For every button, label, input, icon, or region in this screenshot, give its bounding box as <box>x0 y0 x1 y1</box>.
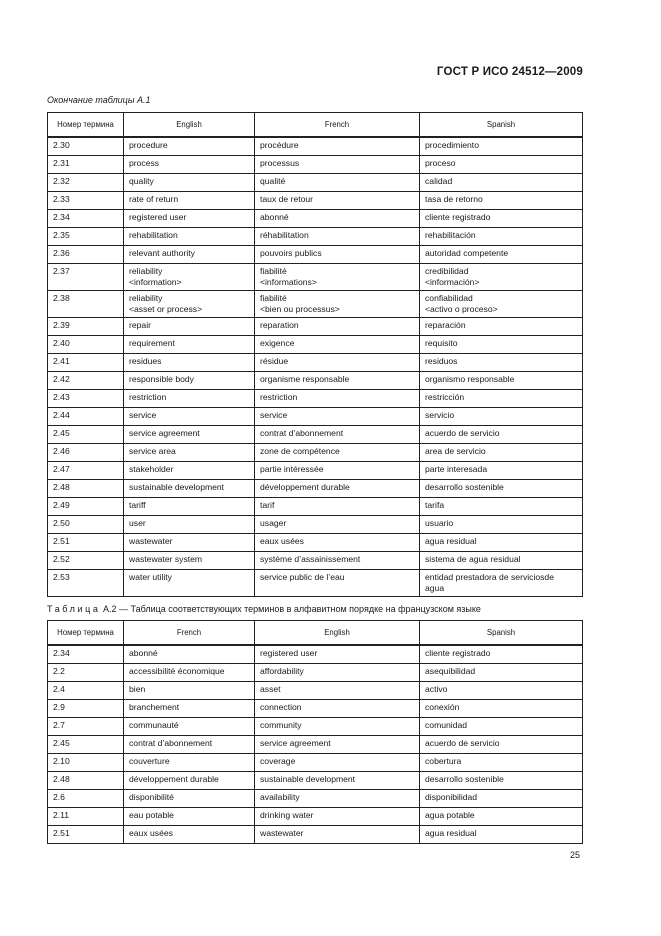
term-cell: user <box>124 516 255 534</box>
term-cell: stakeholder <box>124 462 255 480</box>
table-row <box>48 318 583 336</box>
term-cell: entidad prestadora de serviciosde agua <box>420 570 583 597</box>
term-number-cell: 2.49 <box>48 498 124 516</box>
term-cell: quality <box>124 174 255 192</box>
term-number-cell: 2.42 <box>48 372 124 390</box>
column-header-term-number: Номер термина <box>48 113 124 138</box>
table-header-row <box>48 113 583 138</box>
table-row <box>48 808 583 826</box>
term-number-cell: 2.37 <box>48 264 124 291</box>
table-row <box>48 700 583 718</box>
term-cell: reparation <box>255 318 420 336</box>
term-number-cell: 2.45 <box>48 736 124 754</box>
term-cell: processus <box>255 156 420 174</box>
term-number-cell: 2.46 <box>48 444 124 462</box>
table-row <box>48 534 583 552</box>
term-cell: autoridad competente <box>420 246 583 264</box>
term-cell: wastewater system <box>124 552 255 570</box>
term-cell: reliability <asset or process> <box>124 291 255 318</box>
table-row <box>48 826 583 844</box>
term-number-cell: 2.33 <box>48 192 124 210</box>
term-cell: parte interesada <box>420 462 583 480</box>
term-cell: rehabilitación <box>420 228 583 246</box>
term-number-cell: 2.34 <box>48 210 124 228</box>
term-number-cell: 2.48 <box>48 772 124 790</box>
term-cell: fiabilité <bien ou processus> <box>255 291 420 318</box>
table-row <box>48 372 583 390</box>
column-header-french: French <box>124 621 255 646</box>
term-number-cell: 2.39 <box>48 318 124 336</box>
term-cell: exigence <box>255 336 420 354</box>
term-cell: partie intéressée <box>255 462 420 480</box>
column-header-english: English <box>124 113 255 138</box>
table-row <box>48 682 583 700</box>
term-cell: contrat d’abonnement <box>255 426 420 444</box>
term-cell: taux de retour <box>255 192 420 210</box>
term-number-cell: 2.40 <box>48 336 124 354</box>
table-row <box>48 137 583 156</box>
table-row <box>48 174 583 192</box>
term-number-cell: 2.48 <box>48 480 124 498</box>
table-row <box>48 790 583 808</box>
term-cell: disponibilidad <box>420 790 583 808</box>
table-row <box>48 718 583 736</box>
term-cell: water utility <box>124 570 255 597</box>
term-number-cell: 2.38 <box>48 291 124 318</box>
table-row <box>48 570 583 597</box>
term-number-cell: 2.44 <box>48 408 124 426</box>
term-cell: agua potable <box>420 808 583 826</box>
table-row <box>48 291 583 318</box>
term-cell: service public de l’eau <box>255 570 420 597</box>
term-number-cell: 2.2 <box>48 664 124 682</box>
table-a2 <box>47 620 583 844</box>
table-a1-body <box>48 137 583 597</box>
term-cell: agua residual <box>420 826 583 844</box>
term-cell: réhabilitation <box>255 228 420 246</box>
term-cell: tarif <box>255 498 420 516</box>
term-cell: community <box>255 718 420 736</box>
term-cell: restriction <box>255 390 420 408</box>
table-row <box>48 552 583 570</box>
term-cell: branchement <box>124 700 255 718</box>
column-header-french: French <box>255 113 420 138</box>
term-cell: wastewater <box>255 826 420 844</box>
term-number-cell: 2.34 <box>48 645 124 664</box>
term-cell: tasa de retorno <box>420 192 583 210</box>
term-number-cell: 2.36 <box>48 246 124 264</box>
table-a2-caption-label: Таблица <box>47 604 101 614</box>
term-cell: eaux usées <box>124 826 255 844</box>
term-cell: résidue <box>255 354 420 372</box>
term-cell: cobertura <box>420 754 583 772</box>
term-cell: pouvoirs publics <box>255 246 420 264</box>
term-cell: desarrollo sostenible <box>420 772 583 790</box>
term-number-cell: 2.43 <box>48 390 124 408</box>
term-cell: procedure <box>124 137 255 156</box>
term-cell: affordability <box>255 664 420 682</box>
table-row <box>48 246 583 264</box>
term-cell: eau potable <box>124 808 255 826</box>
table-row <box>48 336 583 354</box>
term-cell: service <box>124 408 255 426</box>
term-cell: relevant authority <box>124 246 255 264</box>
table-row <box>48 228 583 246</box>
term-cell: registered user <box>255 645 420 664</box>
term-cell: cliente registrado <box>420 645 583 664</box>
table-row <box>48 444 583 462</box>
term-cell: calidad <box>420 174 583 192</box>
term-number-cell: 2.6 <box>48 790 124 808</box>
term-number-cell: 2.32 <box>48 174 124 192</box>
term-cell: service area <box>124 444 255 462</box>
column-header-term-number: Номер термина <box>48 621 124 646</box>
term-cell: confiabilidad <activo o proceso> <box>420 291 583 318</box>
term-number-cell: 2.11 <box>48 808 124 826</box>
term-cell: sustainable development <box>255 772 420 790</box>
term-number-cell: 2.52 <box>48 552 124 570</box>
term-cell: usager <box>255 516 420 534</box>
term-cell: contrat d’abonnement <box>124 736 255 754</box>
term-number-cell: 2.10 <box>48 754 124 772</box>
term-cell: asset <box>255 682 420 700</box>
term-cell: credibilidad <información> <box>420 264 583 291</box>
table-row <box>48 354 583 372</box>
table-row <box>48 645 583 664</box>
table-row <box>48 156 583 174</box>
term-number-cell: 2.7 <box>48 718 124 736</box>
table-row <box>48 772 583 790</box>
term-cell: accessibilité économique <box>124 664 255 682</box>
table-row <box>48 754 583 772</box>
term-number-cell: 2.45 <box>48 426 124 444</box>
table-row <box>48 736 583 754</box>
term-number-cell: 2.50 <box>48 516 124 534</box>
term-cell: développement durable <box>255 480 420 498</box>
term-cell: requirement <box>124 336 255 354</box>
term-cell: registered user <box>124 210 255 228</box>
standard-header: ГОСТ Р ИСО 24512—2009 <box>436 66 583 78</box>
table-a2-caption-text: А.2 — Таблица соответствующих терминов в алфавитном порядке на французском языке <box>100 604 481 614</box>
term-cell: organismo responsable <box>420 372 583 390</box>
term-cell: area de servicio <box>420 444 583 462</box>
term-cell: couverture <box>124 754 255 772</box>
table-a2-caption <box>47 604 481 614</box>
table-row <box>48 498 583 516</box>
term-cell: reparación <box>420 318 583 336</box>
term-cell: eaux usées <box>255 534 420 552</box>
term-cell: tarifa <box>420 498 583 516</box>
term-cell: restriction <box>124 390 255 408</box>
term-cell: responsible body <box>124 372 255 390</box>
page-number: 25 <box>569 850 580 860</box>
term-cell: connection <box>255 700 420 718</box>
term-number-cell: 2.53 <box>48 570 124 597</box>
table-row <box>48 210 583 228</box>
term-cell: asequibilidad <box>420 664 583 682</box>
term-cell: rate of return <box>124 192 255 210</box>
term-cell: disponibilité <box>124 790 255 808</box>
term-cell: reliability <information> <box>124 264 255 291</box>
term-cell: organisme responsable <box>255 372 420 390</box>
term-number-cell: 2.9 <box>48 700 124 718</box>
term-number-cell: 2.51 <box>48 534 124 552</box>
term-cell: requisito <box>420 336 583 354</box>
term-cell: développement durable <box>124 772 255 790</box>
table-row <box>48 390 583 408</box>
term-cell: acuerdo de servicio <box>420 736 583 754</box>
term-cell: service agreement <box>124 426 255 444</box>
term-cell: service <box>255 408 420 426</box>
term-cell: activo <box>420 682 583 700</box>
term-cell: restricción <box>420 390 583 408</box>
term-cell: abonné <box>255 210 420 228</box>
term-cell: drinking water <box>255 808 420 826</box>
term-cell: zone de compétence <box>255 444 420 462</box>
term-number-cell: 2.35 <box>48 228 124 246</box>
term-number-cell: 2.30 <box>48 137 124 156</box>
table-a1-caption: Окончание таблицы А.1 <box>47 95 151 105</box>
term-cell: procédure <box>255 137 420 156</box>
term-number-cell: 2.51 <box>48 826 124 844</box>
term-cell: tariff <box>124 498 255 516</box>
table-row <box>48 664 583 682</box>
term-cell: conexión <box>420 700 583 718</box>
table-row <box>48 264 583 291</box>
term-cell: servicio <box>420 408 583 426</box>
term-cell: qualité <box>255 174 420 192</box>
table-row <box>48 516 583 534</box>
table-header-row <box>48 621 583 646</box>
column-header-spanish: Spanish <box>420 621 583 646</box>
table-row <box>48 192 583 210</box>
term-cell: sustainable development <box>124 480 255 498</box>
term-cell: bien <box>124 682 255 700</box>
term-cell: service agreement <box>255 736 420 754</box>
term-cell: residues <box>124 354 255 372</box>
table-row <box>48 480 583 498</box>
term-cell: availability <box>255 790 420 808</box>
term-cell: residuos <box>420 354 583 372</box>
term-cell: usuario <box>420 516 583 534</box>
term-number-cell: 2.4 <box>48 682 124 700</box>
table-a2-body <box>48 645 583 844</box>
term-cell: procedimiento <box>420 137 583 156</box>
table-row <box>48 462 583 480</box>
column-header-english: English <box>255 621 420 646</box>
term-cell: acuerdo de servicio <box>420 426 583 444</box>
table-row <box>48 408 583 426</box>
term-cell: comunidad <box>420 718 583 736</box>
term-cell: cliente registrado <box>420 210 583 228</box>
term-cell: wastewater <box>124 534 255 552</box>
term-cell: coverage <box>255 754 420 772</box>
term-cell: rehabilitation <box>124 228 255 246</box>
term-number-cell: 2.31 <box>48 156 124 174</box>
table-a1 <box>47 112 583 597</box>
term-cell: process <box>124 156 255 174</box>
column-header-spanish: Spanish <box>420 113 583 138</box>
term-cell: proceso <box>420 156 583 174</box>
term-cell: sistema de agua residual <box>420 552 583 570</box>
term-cell: fiabilité <informations> <box>255 264 420 291</box>
term-cell: desarrollo sostenible <box>420 480 583 498</box>
term-cell: système d’assainissement <box>255 552 420 570</box>
term-cell: repair <box>124 318 255 336</box>
term-number-cell: 2.41 <box>48 354 124 372</box>
term-cell: agua residual <box>420 534 583 552</box>
term-number-cell: 2.47 <box>48 462 124 480</box>
term-cell: abonné <box>124 645 255 664</box>
table-row <box>48 426 583 444</box>
term-cell: communauté <box>124 718 255 736</box>
